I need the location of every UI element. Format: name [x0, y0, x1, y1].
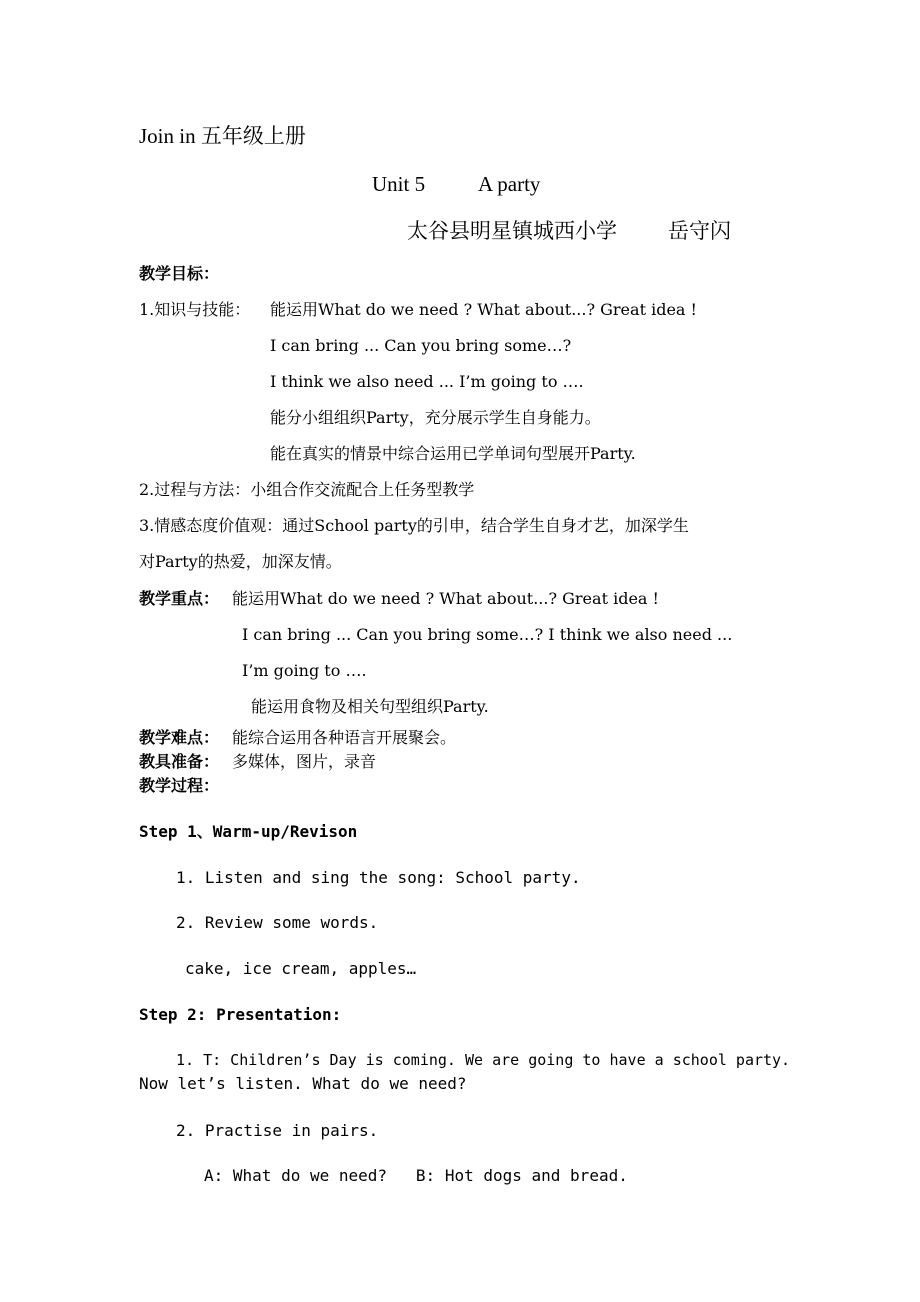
- step1-item: 2. Review some words.: [176, 913, 379, 932]
- knowledge-line: I can bring ... Can you bring some…?: [270, 336, 572, 355]
- review-words: cake, ice cream, apples…: [185, 959, 417, 978]
- difficulty-label: 教学难点：: [139, 728, 220, 747]
- step2-item-continued: Now let’s listen. What do we need?: [139, 1074, 467, 1093]
- key-point-line: I’m going to ….: [242, 661, 367, 680]
- emotion-line: 3.情感态度价值观：通过School party的引申，结合学生自身才艺，加深学生: [139, 516, 689, 535]
- school-name: 太谷县明星镇城西小学: [407, 219, 617, 243]
- pair-dialog: A: What do we need? B: Hot dogs and bread.: [204, 1166, 628, 1185]
- step1-item: 1. Listen and sing the song: School party.: [176, 868, 581, 887]
- objectives-heading: 教学目标：: [139, 264, 220, 283]
- emotion-line: 对Party的热爱，加深友情。: [139, 552, 342, 571]
- step1-title: Step 1、Warm-up/Revison: [139, 822, 358, 841]
- key-point-line: 能运用食物及相关句型组织Party.: [251, 697, 489, 716]
- tools-label: 教具准备：: [139, 752, 220, 771]
- knowledge-line: I think we also need ... I’m going to ….: [270, 372, 584, 391]
- knowledge-label: 1.知识与技能：: [139, 300, 251, 319]
- difficulty-text: 能综合运用各种语言开展聚会。: [232, 728, 457, 747]
- key-points-label: 教学重点：: [139, 589, 220, 608]
- knowledge-line: 能在真实的情景中综合运用已学单词句型展开Party.: [270, 444, 636, 463]
- step2-item: 1. T: Children’s Day is coming. We are going to have a school party.: [176, 1051, 791, 1069]
- process-method: 2.过程与方法：小组合作交流配合上任务型教学: [139, 480, 475, 499]
- key-point-line: I can bring ... Can you bring some…? I think we also need ...: [242, 625, 733, 644]
- teacher-name: 岳守闪: [668, 219, 731, 243]
- knowledge-line: 能分小组组织Party，充分展示学生自身能力。: [270, 408, 601, 427]
- book-title: Join in 五年级上册: [139, 124, 306, 148]
- unit-number: Unit 5: [372, 172, 426, 196]
- unit-title: A party: [478, 172, 541, 196]
- key-point-line: 能运用What do we need ? What about...? Great idea !: [232, 589, 659, 608]
- step2-title: Step 2: Presentation:: [139, 1005, 342, 1024]
- knowledge-line: 能运用What do we need ? What about...? Great idea !: [270, 300, 697, 319]
- step2-item: 2. Practise in pairs.: [176, 1121, 379, 1140]
- process-heading: 教学过程：: [139, 776, 220, 795]
- tools-text: 多媒体，图片，录音: [232, 752, 377, 771]
